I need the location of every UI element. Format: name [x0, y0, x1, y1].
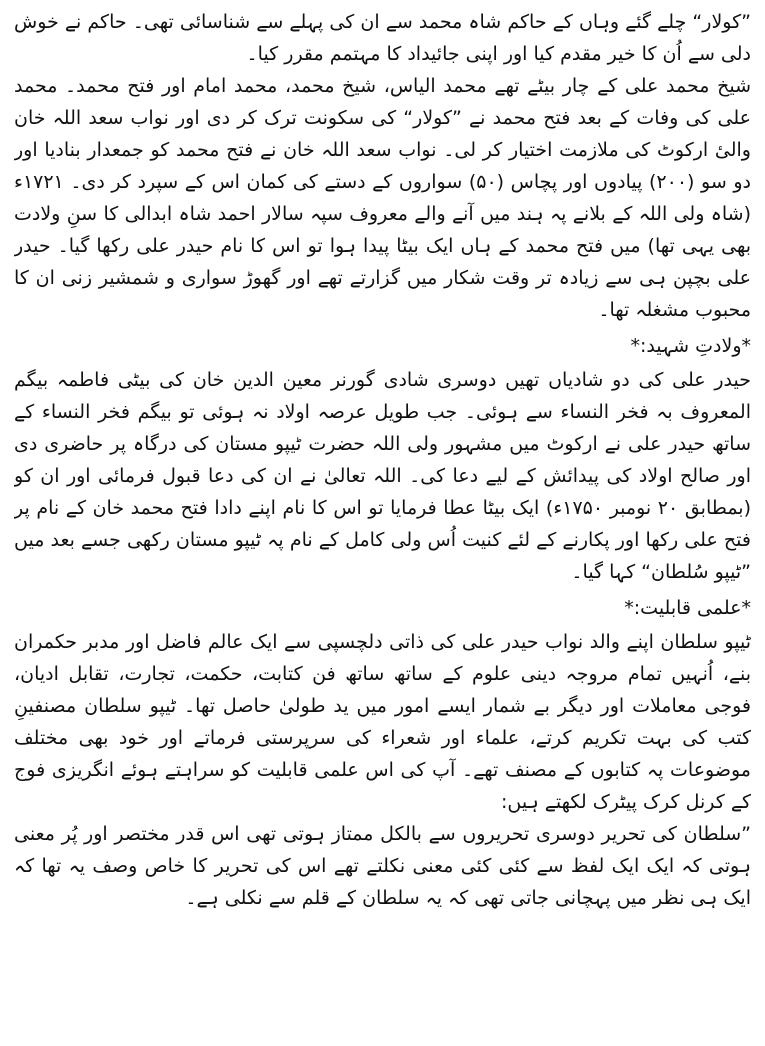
- paragraph-quote: ”سلطان کی تحریر دوسری تحریروں سے بالکل ممتاز ہوتی تھی اس قدر مختصر اور پُر معنی ہوتی کہ ایک ایک لفظ سے کئی کئی معنی نکلتے تھے اس کی تحریر کا خاص وصف یہ تھا کہ ایک ہی نظر میں پہچانی جاتی تھی کہ یہ سلطان کے قلم سے نکلی ہے۔: [14, 823, 751, 909]
- paragraph-kolar: ”کولار“ چلے گئے وہاں کے حاکم شاہ محمد سے ان کی پہلے سے شناسائی تھی۔ حاکم نے خوش دلی سے اُن کا خیر مقدم کیا اور اپنی جائیداد کا مہتمم مقرر کیا۔: [14, 11, 751, 65]
- paragraph-birth: حیدر علی کی دو شادیاں تھیں دوسری شادی گورنر معین الدین خان کی بیٹی فاطمہ بیگم المعروف بہ فخر النساء سے ہوئی۔ جب طویل عرصہ اولاد نہ ہوئی تو بیگم فخر النساء کے ساتھ حیدر علی نے ارکوٹ میں مشہور ولی اللہ حضرت ٹیپو مستان کی درگاہ پر حاضری دی اور صالح اولاد کی پیدائش کے لیے دعا کی۔ اللہ تعالیٰ نے ان کی دعا قبول فرمائی اور ان کو (بمطابق ۲۰ نومبر ۱۷۵۰ء) ایک بیٹا عطا فرمایا تو اس کا نام اپنے دادا فتح محمد خان کے نام پر فتح علی رکھا اور پکارنے کے لئے کنیت اُس ولی کامل کے نام پہ ٹیپو مستان رکھی جسے بعد میں ”ٹیپو سُلطان“ کہا گیا۔: [14, 369, 751, 583]
- paragraph-fateh-muhammad: شیخ محمد علی کے چار بیٹے تھے محمد الیاس، شیخ محمد، محمد امام اور فتح محمد۔ محمد علی کی وفات کے بعد فتح محمد نے ”کولار“ کی سکونت ترک کر دی اور نواب سعد اللہ خان والیٔ ارکوٹ کی ملازمت اختیار کر لی۔ نواب سعد اللہ خان نے فتح محمد کو جمعدار بنادیا اور دو سو (۲۰۰) پیادوں اور پچاس (۵۰) سواروں کے دستے کی کمان اس کے سپرد کر دی۔ ۱۷۲۱ء (شاہ ولی اللہ کے بلانے پہ ہند میں آنے والے معروف سپہ سالار احمد شاہ ابدالی کا سنِ ولادت بھی یہی تھا) میں فتح محمد کے ہاں ایک بیٹا پیدا ہوا تو اس کا نام حیدر علی رکھا گیا۔ حیدر علی بچپن ہی سے زیادہ تر وقت شکار میں گزارتے تھے اور گھوڑ سواری و شمشیر زنی ان کا محبوب مشغلہ تھا۔: [14, 75, 751, 321]
- heading-scholarship: *علمی قابلیت:*: [624, 597, 751, 619]
- paragraph-scholarship: ٹیپو سلطان اپنے والد نواب حیدر علی کی ذاتی دلچسپی سے ایک عالم فاضل اور مدبر حکمران بنے، اُنہیں تمام مروجہ دینی علوم کے ساتھ ساتھ فن کتابت، حکمت، تجارت، تقابل ادیان، فوجی معاملات اور دیگر بے شمار ایسے امور میں ید طولیٰ حاصل تھا۔ ٹیپو سلطان مصنفینِ کتب کی بہت تکریم کرتے، علماء اور شعراء کی سرپرستی فرماتے اور خود بھی مختلف موضوعات پہ کتابوں کے مصنف تھے۔ آپ کی اس علمی قابلیت کو سراہتے ہوئے انگریزی فوج کے کرنل کرک پیٹرک لکھتے ہیں:: [14, 631, 751, 813]
- heading-birth: *ولادتِ شہید:*: [630, 335, 751, 357]
- document-page: [14, 6, 751, 1040]
